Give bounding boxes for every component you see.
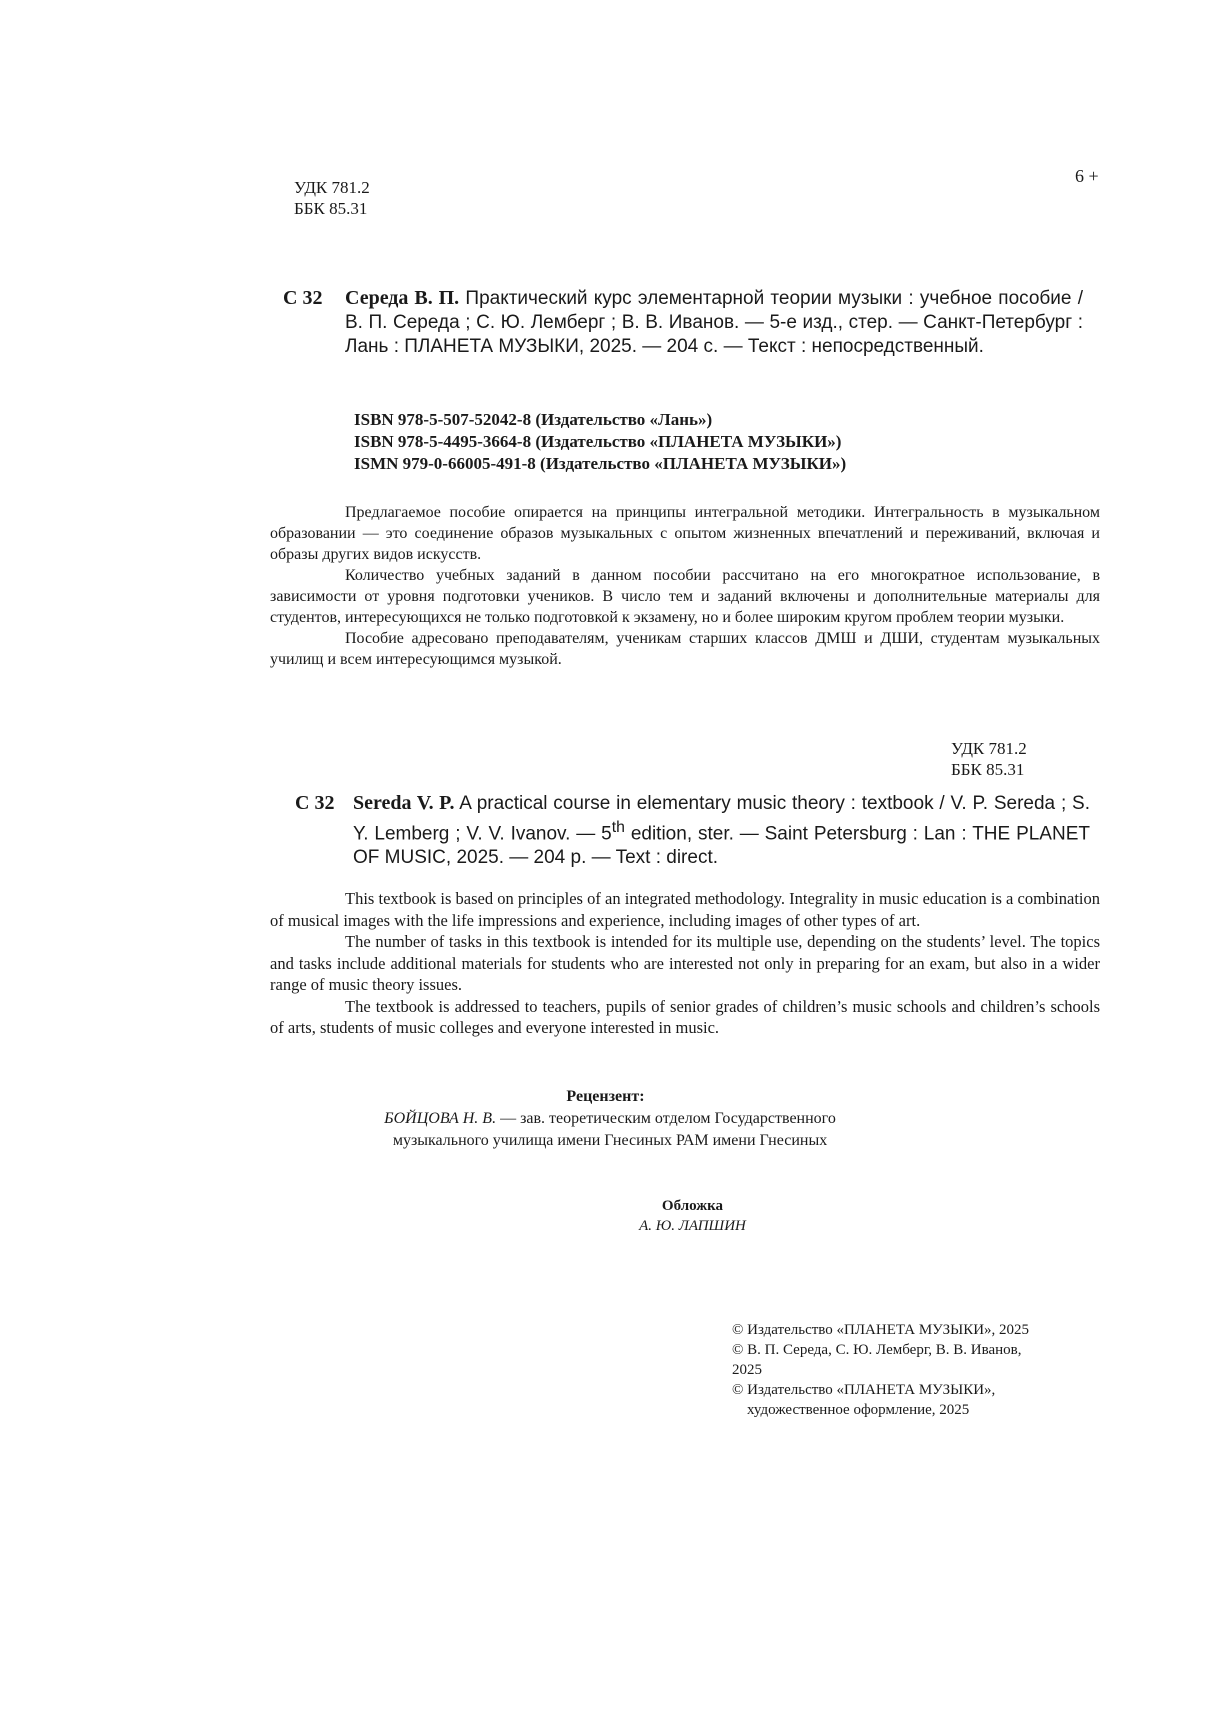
bibliographic-entry-ru	[283, 286, 1083, 359]
entry-en-text	[353, 791, 1090, 870]
bibliographic-entry-en	[295, 791, 1090, 870]
abstract-ru-paragraph: Количество учебных заданий в данном пособии рассчитано на его многократное использование, в зависимости от уровня подготовки учеников. В число тем и заданий включены и дополнительные материалы для студентов, интересующихся не только подготовкой к экзамену, но и более широким кругом проблем теории музыки.	[270, 567, 1100, 626]
entry-en-description-end: edition, ster. — Saint Petersburg : Lan : THE PLANET OF MUSIC, 2025. — 204 p. — Text : direct.	[353, 823, 1090, 869]
classification-en	[951, 738, 1027, 780]
copyright-line: © Издательство «ПЛАНЕТА МУЗЫКИ»,	[732, 1382, 996, 1398]
bbk-code: ББК 85.31	[294, 199, 368, 218]
classification-top	[294, 177, 370, 219]
age-rating: 6 +	[1075, 166, 1099, 186]
reviewer-body	[340, 1108, 880, 1152]
cover-designer: А. Ю. ЛАПШИН	[639, 1218, 746, 1234]
copyright-line: © Издательство «ПЛАНЕТА МУЗЫКИ», 2025	[732, 1322, 1030, 1338]
entry-en-description: A practical course in elementary music theory : textbook / V. P. Sereda ; S. Y. Lemberg ; V. V. Ivanov. — 5	[353, 793, 1090, 845]
copyright-line: художественное оформление, 2025	[747, 1402, 970, 1418]
identifiers-block	[354, 409, 846, 475]
reviewer-description: — зав. теоретическим отделом Государственного музыкального училища имени Гнесиных РАМ имени Гнесиных	[392, 1110, 836, 1149]
copyright-line: © В. П. Середа, С. Ю. Лемберг, В. В. Иванов,	[732, 1342, 1022, 1358]
entry-en-author: Sereda V. P.	[353, 792, 455, 814]
entry-ru-text	[345, 286, 1083, 359]
reviewer-title: Рецензент:	[566, 1088, 645, 1105]
cover-title: Обложка	[661, 1198, 724, 1214]
isbn-lan: ISBN 978-5-507-52042-8 (Издательство «Лань»)	[354, 410, 713, 429]
reviewer-name: БОЙЦОВА Н. В.	[384, 1110, 497, 1127]
author-mark-en: С 32	[295, 792, 335, 814]
abstract-ru	[270, 502, 1100, 670]
ismn-planet: ISMN 979-0-66005-491-8 (Издательство «ПЛАНЕТА МУЗЫКИ»)	[354, 454, 847, 473]
abstract-en-paragraph: The number of tasks in this textbook is intended for its multiple use, depending on the students’ level. The topics and tasks include additional materials for students who are interested not only in preparing for an exam, but also in a wider range of music theory issues.	[270, 932, 1100, 994]
copyright-block	[732, 1320, 1092, 1420]
copyright-line: 2025	[732, 1362, 762, 1378]
abstract-ru-paragraph: Пособие адресовано преподавателям, ученикам старших классов ДМШ и ДШИ, студентам музыкальных училищ и всем интересующимся музыкой.	[270, 630, 1100, 668]
entry-ru-description: Практический курс элементарной теории музыки : учебное пособие / В. П. Середа ; С. Ю. Лемберг ; В. В. Иванов. — 5-е изд., стер. — Санкт-Петербург : Лань : ПЛАНЕТА МУЗЫКИ, 2025. — 204 с. — Текст : непосредственный.	[345, 288, 1083, 357]
udk-code-en: УДК 781.2	[951, 739, 1027, 758]
author-mark: С 32	[283, 287, 323, 309]
abstract-ru-paragraph: Предлагаемое пособие опирается на принципы интегральной методики. Интегральность в музыкальном образовании — это соединение образов музыкальных с опытом жизненных впечатлений и переживаний, включая и образы других видов искусств.	[270, 504, 1100, 563]
entry-ru-author: Середа В. П.	[345, 287, 460, 309]
isbn-planet: ISBN 978-5-4495-3664-8 (Издательство «ПЛАНЕТА МУЗЫКИ»)	[354, 432, 842, 451]
abstract-en-paragraph: This textbook is based on principles of an integrated methodology. Integrality in music education is a combination of musical images with the life impressions and experience, including images of other types of art.	[270, 889, 1100, 930]
abstract-en	[270, 888, 1100, 1039]
bbk-code-en: ББК 85.31	[951, 760, 1025, 779]
udk-code: УДК 781.2	[294, 178, 370, 197]
abstract-en-paragraph: The textbook is addressed to teachers, pupils of senior grades of children’s music schools and children’s schools of arts, students of music colleges and everyone interested in music.	[270, 996, 1100, 1037]
entry-en-superscript: th	[611, 819, 625, 836]
